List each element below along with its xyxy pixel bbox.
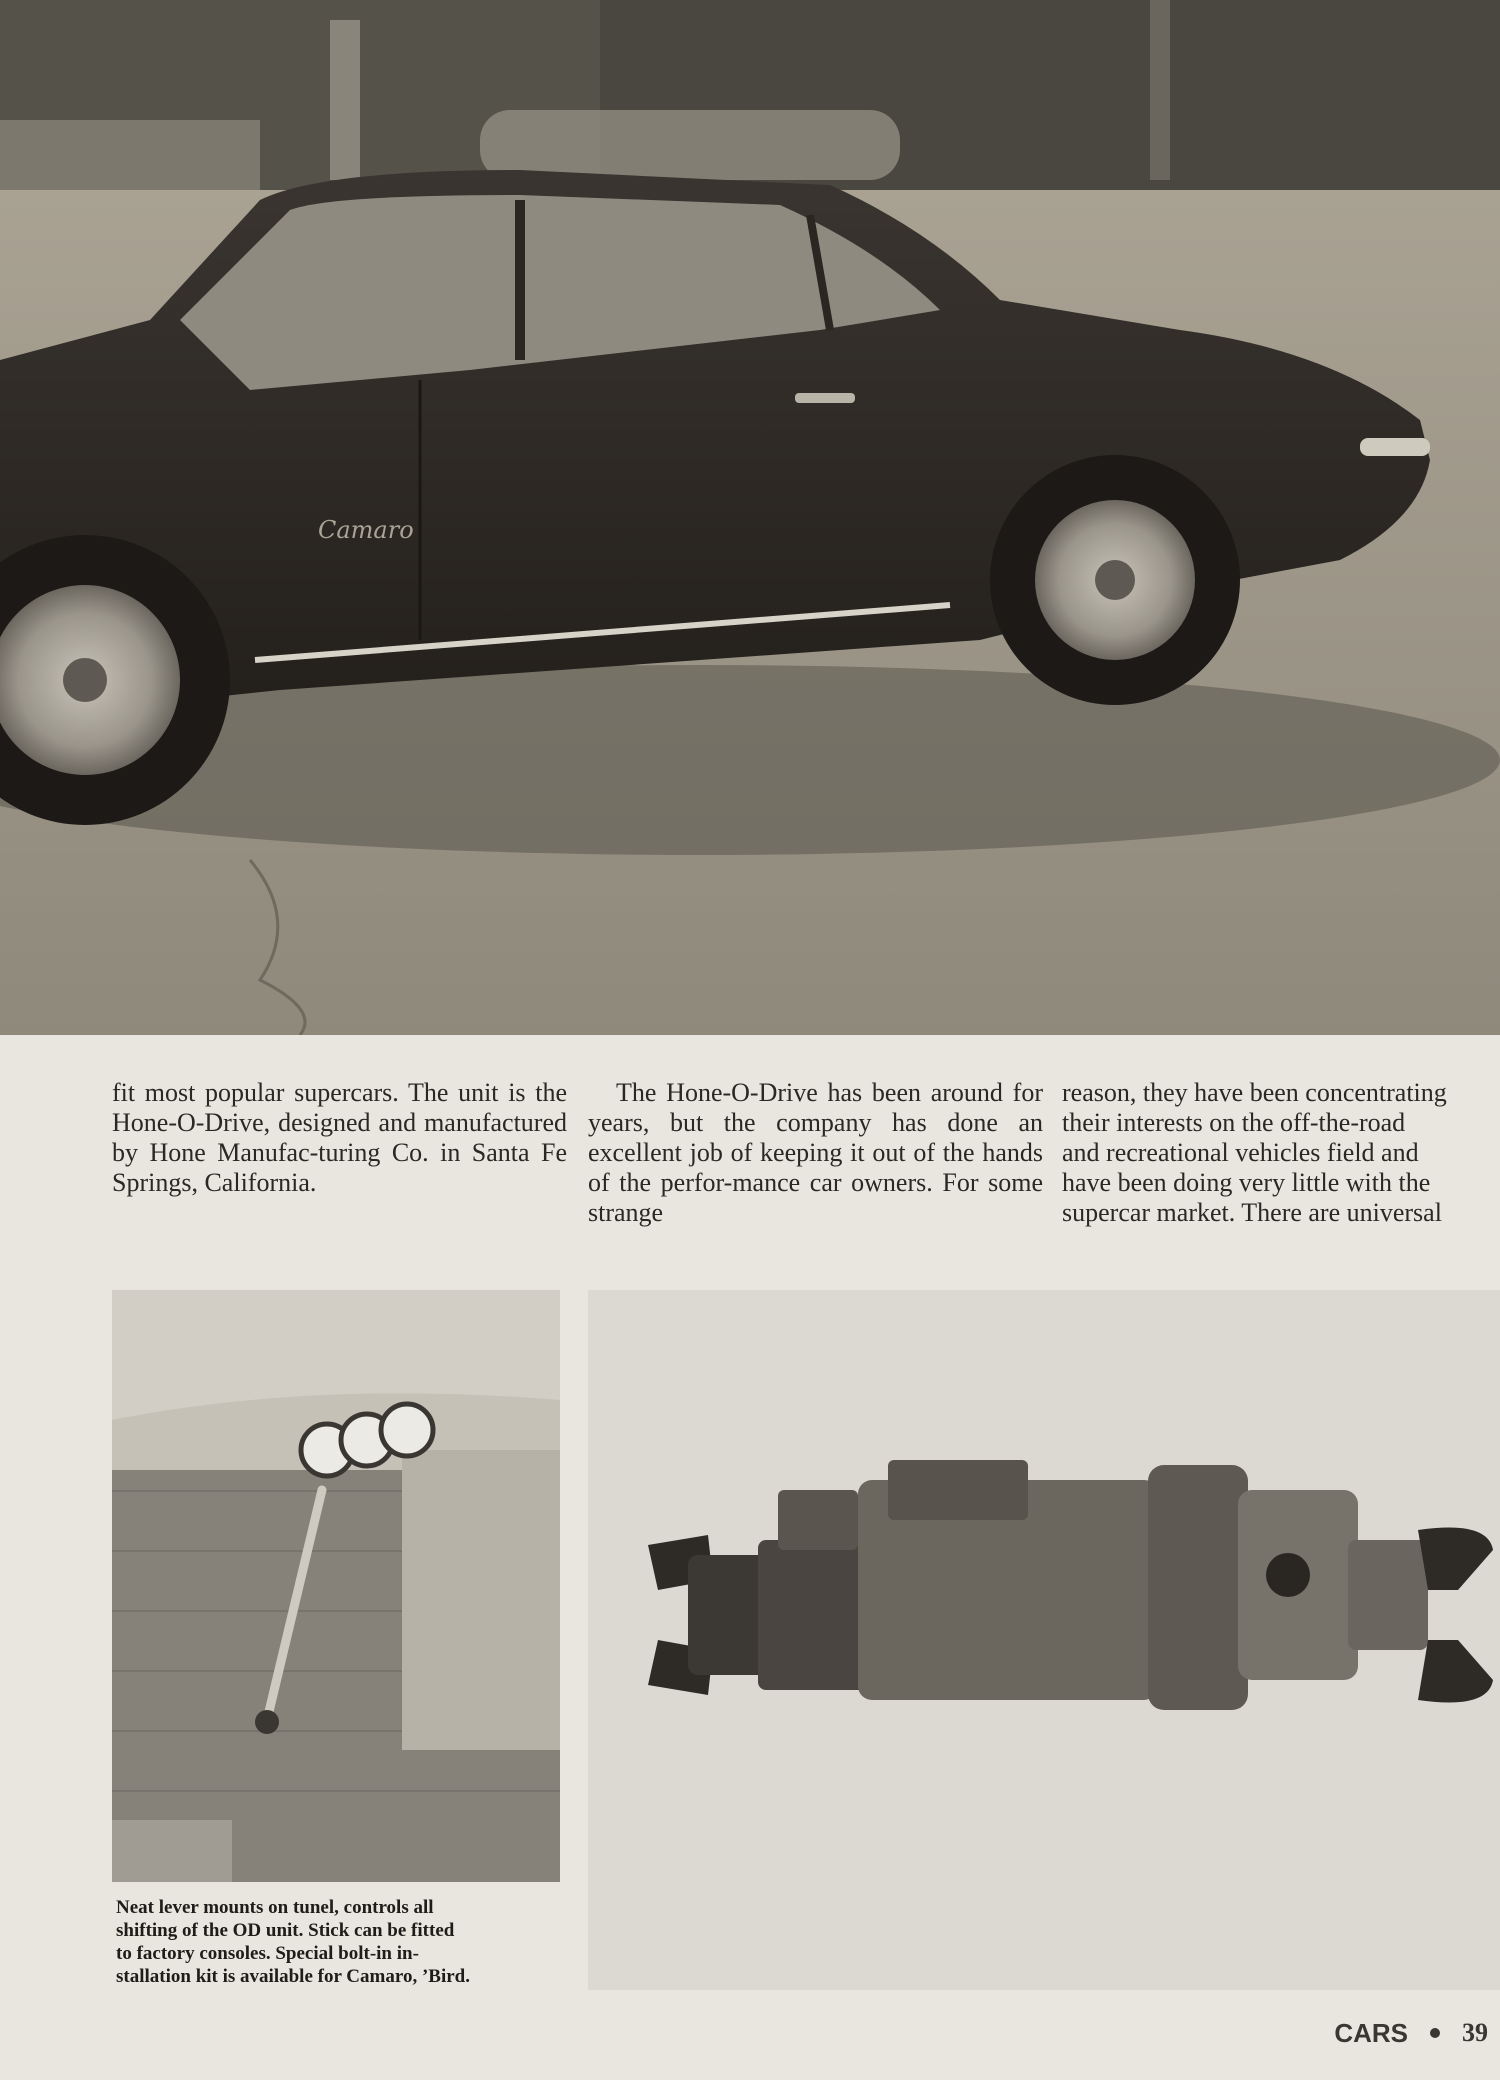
bullet-separator [1430,2028,1440,2038]
caption-line: Neat lever mounts on tunel, controls all [116,1897,434,1918]
photo-overdrive-unit [588,1290,1500,1990]
hero-emblem-text: Camaro [318,516,414,544]
col3-line: and recreational vehicles field and [1062,1138,1419,1167]
camaro-illustration [0,0,1500,1035]
col3-line: have been doing very little with the [1062,1168,1431,1197]
photo-caption [116,1896,556,1988]
col3-line: their interests on the off-the-road [1062,1108,1406,1137]
gauge-icon [381,1404,433,1456]
page-footer [1334,2015,1500,2051]
article-column-3 [1062,1078,1500,1238]
page-number: 39 [1462,2018,1488,2047]
article-column-2: The Hone-O-Drive has been around for years, but the company has done an excellent job of keeping it out of the hands of the perfor-mance car owners. For some strange [588,1078,1043,1227]
col3-line: supercar market. There are universal [1062,1198,1442,1227]
magazine-name: CARS [1334,2017,1408,2048]
article-column-1: fit most popular supercars. The unit is the Hone-O-Drive, designed and manufactured by Hone Manufac-turing Co. in Santa Fe Springs, California. [112,1078,567,1197]
caption-line: shifting of the OD unit. Stick can be fitted [116,1920,455,1941]
caption-line: to factory consoles. Special bolt-in in- [116,1943,419,1964]
col3-line: reason, they have been concentrating [1062,1078,1447,1107]
caption-line: stallation kit is available for Camaro, ’Bird. [116,1966,470,1987]
hero-photo-camaro [0,0,1500,1035]
photo-interior-lever [112,1290,560,1882]
